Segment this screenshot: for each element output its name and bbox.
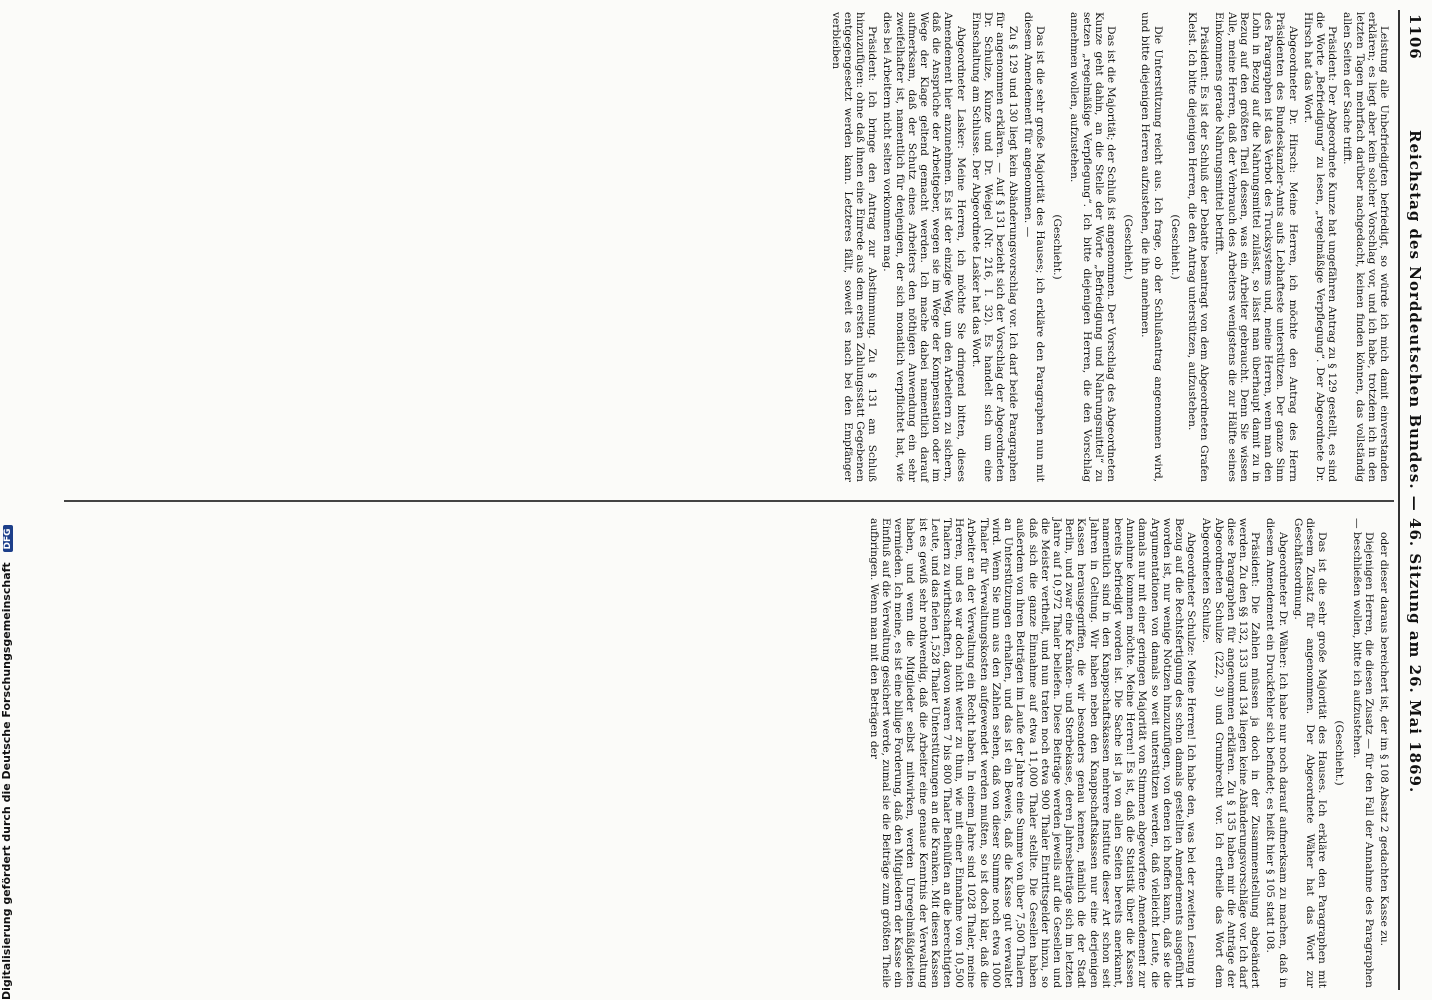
paragraph: Abgeordneter Lasker: Meine Herren, ich möchte Sie dringend bitten, dieses Amendement hier anzunehmen. Es ist der einzige Weg, um den Arbeitern zu sichern, daß die Ansprüche der Arbeitgeber, wegen sie im Wege der Kompensation oder im Wege der Klage geltend gemacht werden. Ich mache dabei namentlich darauf aufmerksam, daß der Schutz eines Arbeiters den nöthigen Anwendung ein sehr zweifelhafter ist, namentlich für denjenigen, der sich monatlich verpflichtet hat, wie dies bei Arbeitern nicht selten vorkommen mag. [881,12,967,482]
stage-direction: (Geschieht.) [1051,214,1064,280]
stage-direction: (Geschieht.) [1122,214,1135,280]
paragraph: Präsident: Ich bringe den Antrag zur Abstimmung. Zu § 131 am Schluß hinzuzufügen: ohne daß ihnen eine Einrede aus dem ersten Zahlungsstatt Gegebenen entgegengesetzt werden kann. Letzteres fällt, soweit es nach bei den Empfänger verbleiben [829,12,879,482]
dfg-logo: DFG [3,525,13,552]
digitization-credit-strip [0,0,22,1000]
paragraph: Abgeordneter Dr. Wäher: Ich habe nur noch darauf aufmerksam zu machen, daß in diesem Amendement ein Druckfehler sich befindet; es heißt hier § 105 statt 108. [1264,518,1289,988]
right-column [865,518,1390,988]
paragraph: Präsident: Der Abgeordnete Kunze hat ungefähren Antrag zu § 129 gestellt, es sind die Worte „Befriedigung“ zu lesen, „regelmäßige Verpflegung“. Der Abgeordnete Dr. Hirsch hat das Wort. [1301,12,1339,482]
page-header [1396,10,1426,990]
paragraph: Leistung alle Unbefriedigten befriedigt, so würde ich mich damit einverstanden erklären; es liegt aber kein solcher Vorschlag vor, und ich habe, trotzdem ich in den letzten Tagen mehrfach darüber nachgedacht, keinen finden können, das vollständig allen Seiten der Sache trifft. [1341,12,1390,482]
paragraph: Zu § 129 und 130 liegt kein Abänderungsvorschlag vor. Ich darf beide Paragraphen für angenommen erklären. — Auf § 131 bezieht sich der Vorschlag der Abgeordneten Dr. Schulze, Kunze und Dr. Weigel (Nr. 216, I. 32). Es handelt sich um eine Einschaltung am Schlusse. Der Abgeordnete Lasker hat das Wort. [969,12,1019,482]
stage-direction: (Geschieht.) [1333,720,1346,786]
paragraph: Das ist die Majorität; der Schluß ist angenommen. Der Vorschlag des Abgeordneten Kunze geht dahin, an die Stelle der Worte „Befriedigung und Nahrungsmittel“ zu setzen „regelmäßige Verpflegung“. Ich bitte diejenigen Herren, die den Vorschlag annehmen wollen, aufzustehen. [1068,12,1117,482]
digitization-credit [0,0,22,1000]
stage-direction: (Geschieht.) [1168,214,1181,280]
paragraph: Diejenigen Herren, die diesen Zusatz — für den Fall der Annahme des Paragraphen — beschließen wollen, bitte ich aufzustehen. [1350,518,1375,988]
running-title: Reichstag des Norddeutschen Bundes. — 46. Sitzung am 26. Mai 1869. [1406,130,1424,794]
paragraph: Das ist die sehr große Majorität des Hauses; ich erkläre den Paragraphen nun mit diesem Amendement für angenommen. — [1021,12,1046,482]
paragraph: Die Unterstützung reicht aus. Ich frage, ob der Schlußantrag angenommen wird, und bitte diejenigen Herren aufzustehen, die ihn annehmen. [1139,12,1164,482]
credit-text: Digitalisierung gefördert durch die Deutsche Forschungsgemeinschaft [0,562,13,1000]
column-divider [64,500,1394,502]
paragraph: Das ist die sehr große Majorität des Hauses. Ich erkläre den Paragraphen mit diesem Zusatz für angenommen. Der Abgeordnete Wäher hat das Wort zur Geschäftsordnung. [1291,518,1329,988]
paragraph: Präsident: Es ist der Schluß der Debatte beantragt von dem Abgeordneten Grafen Kleist. Ich bitte diejenigen Herren, die den Antrag unterstützen, aufzustehen. [1185,12,1211,482]
newspaper-page [24,10,1426,990]
header-rule [1398,10,1400,990]
paragraph: Präsident: Die Zahlen müssen ja doch in der Zusammenstellung abgeändert werden. Zu den §§ 132, 133 und 134 liegen keine Abänderungsvorschläge vor. Ich darf diese Paragraphen für angenommen erklären. Zu § 135 haben mir die Anträge der Abgeordneten Schulze (222, 3) und Grumbrecht vor. Ich ertheile das Wort dem Abgeordneten Schulze. [1200,518,1262,988]
left-column [826,12,1390,482]
paragraph: oder dieser daraus bereichert ist, der im § 108 Absatz 2 gedachten Kasse zu. [1378,532,1390,947]
page-number: 1106 [1406,14,1424,60]
paragraph: Abgeordneter Schulze: Meine Herren! Ich habe den, was bei der zweiten Lesung in Bezug auf die Rechtsfertigung des schon damals gestellten Amendements ausgeführt worden ist, nur wenige Notizen hinzuzufügen, von denen ich hoffen kann, daß sie die Argumentationen von damals so weit unterstützen werden, daß vielleicht Leute, die damals nur mit einer geringen Majorität von Stimmen abgeworfene Amendement zur Annahme kommen möchte. Meine Herren! Es ist, daß die Statistik über die Kassen bereits befriedigt worden ist. Die Sache ist ja von allen Seiten bereits anerkannt, namentlich sind in den Knappschaftskassen mehrere Institute dieser Art schon seit Jahren in Geltung. Wir haben neben den Knappschaftskassen nur eine derjenigen Kassen herausgegriffen, die wir besonders genau kennen, nämlich die der Stadt Berlin, und zwar eine Kranken- und Sterbekasse, deren Jahresbeiträge sich im letzten Jahre auf 10,972 Thaler beliefen. Diese Beiträge werden jeweils auf die Gesellen und die Meister vertheilt, und nun traten noch etwa 900 Thaler Eintrittsgelder hinzu, so daß sich die ganze Einnahme auf etwa 11,000 Thaler stellte. Die Gesellen haben außerdem von ihren Beiträgen im Laufe der Jahre eine Summe von über 7,500 Thalern an Unterstützungen erhalten, und das ist ein Beweis, daß die Kasse gut verwaltet wird. Wenn Sie nun aus den Zahlen sehen, daß von dieser Summe noch etwa 1000 Thaler für Verwaltungskosten aufgewendet werden mußten, so ist doch klar, daß die Arbeiter an der Verwaltung ein Recht haben. In einem Jahre sind 1028 Thaler, meine Herren, und es war doch nicht weiter zu thun, wie mit einer Einnahme von 10,500 Thalern zu wirthschaften, davon waren 7 bis 800 Thaler Beihülfen an die berechtigten Leute, und das fielen 1,528 Thaler Unterstützungen an die Kranken. Mit diesen Kassen ist es gewiß sehr nothwendig, daß die Arbeiter eine genaue Kenntnis der Verwaltung haben, und wenn die Mitglieder selbst mitwirken, werden Unregelmäßigkeiten vermieden. Ich meine, es ist eine billige Forderung, daß den Mitgliedern der Kasse ein Einfluß auf die Verwaltung gesichert werde, zumal sie die Beiträge zum größten Theile aufbringen. Wenn man mit den Beträgen der [867,518,1198,988]
paragraph: Abgeordneter Dr. Hirsch: Meine Herren, ich möchte den Antrag des Herrn Präsidenten des Bundeskanzler-Amts aufs Lebhafteste unterstützen. Der ganze Sinn des Paragraphen ist das Verbot des Trucksystems und, meine Herren, wenn man den Lohn in Bezug auf die Nahrungsmittel zulässt, so lässt man überhaupt damit zu in Bezug auf den größten Theil dessen, was ein Arbeiter gebraucht. Denn Sie wissen Alle, meine Herren, daß der Verbrauch des Arbeiters wenigstens die zur Hälfte seines Einkommens gerade Nahrungsmittel betrifft. [1213,12,1299,482]
